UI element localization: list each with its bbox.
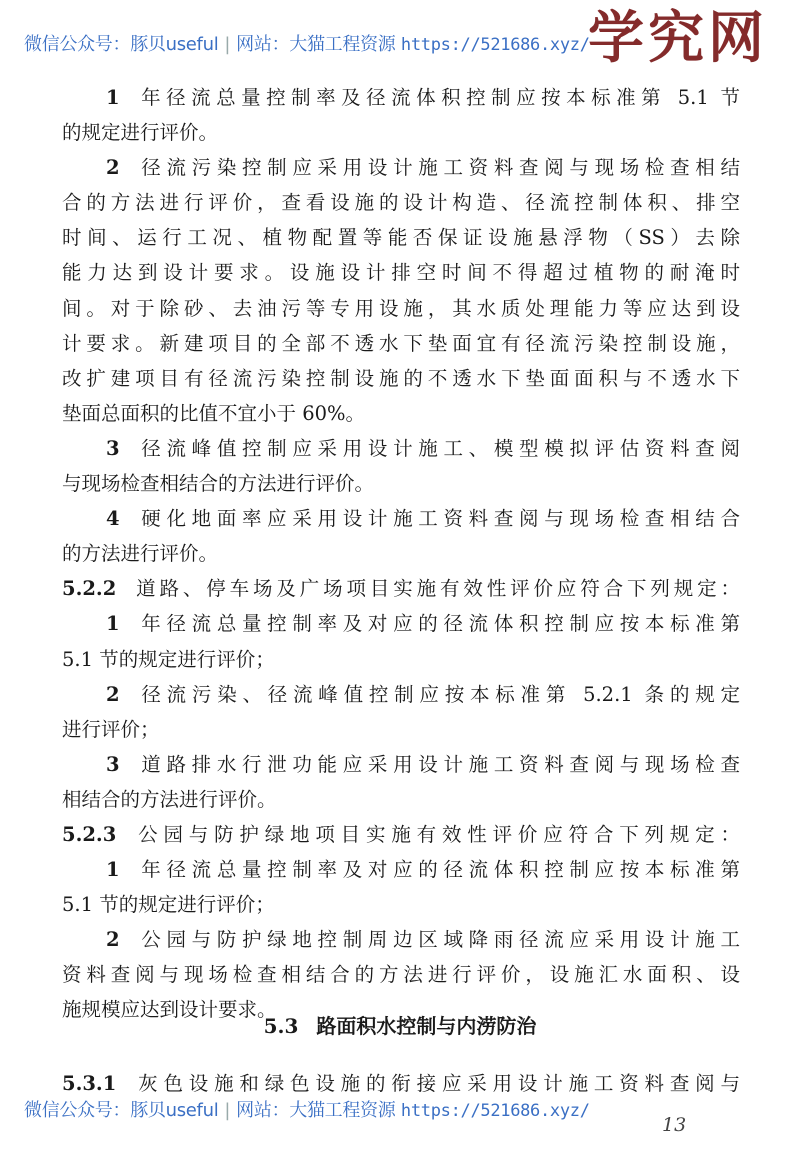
clause-number: 4 — [106, 507, 120, 531]
line-text: 相结合的方法进行评价。 — [62, 787, 277, 811]
line-text: 垫面总面积的比值不宜小于 60%。 — [62, 401, 366, 425]
page-number: 13 — [662, 1114, 687, 1136]
watermark-url[interactable]: https://521686.xyz/ — [400, 1101, 590, 1121]
text-line — [62, 80, 740, 115]
text-line — [62, 326, 740, 361]
text-line — [62, 712, 740, 747]
line-text: 资料查阅与现场检查相结合的方法进行评价，设施汇水面积、设 — [62, 963, 740, 987]
line-text: 年径流总量控制率及对应的径流体积控制应按本标准第 — [135, 612, 740, 636]
line-text: 改扩建项目有径流污染控制设施的不透水下垫面面积与不透水下 — [62, 366, 740, 390]
text-line — [62, 677, 740, 712]
text-line — [62, 606, 740, 641]
line-text: 计要求。新建项目的全部不透水下垫面宜有径流污染控制设施， — [62, 331, 740, 355]
line-text: 公园与防护绿地项目实施有效性评价应符合下列规定： — [132, 822, 740, 846]
watermark-site: 网站：大猫工程资源 — [236, 1100, 396, 1121]
line-text: 径流污染控制应采用设计施工资料查阅与现场检查相结 — [135, 156, 740, 180]
clause-number: 2 — [106, 682, 120, 706]
section-title: 路面积水控制与内涝防治 — [316, 1014, 537, 1038]
text-line — [62, 431, 740, 466]
text-line — [62, 291, 740, 326]
text-line — [62, 957, 740, 992]
clause-number: 2 — [106, 928, 120, 952]
site-logo: 学究网 — [588, 5, 768, 71]
line-text: 间。对于除砂、去油污等专用设施，其水质处理能力等应达到设 — [62, 296, 740, 320]
line-text: 时间、运行工况、植物配置等能否保证设施悬浮物（SS）去除 — [62, 226, 740, 250]
clause-number: 1 — [106, 858, 120, 882]
line-text: 进行评价； — [62, 717, 160, 741]
text-line — [62, 536, 740, 571]
text-line — [62, 887, 740, 922]
section-heading — [0, 1010, 800, 1039]
text-line — [62, 361, 740, 396]
watermark-header — [24, 30, 590, 56]
text-line — [62, 466, 740, 501]
text-line — [62, 150, 740, 185]
text-line — [62, 571, 740, 606]
line-text: 硬化地面率应采用设计施工资料查阅与现场检查相结合 — [135, 507, 740, 531]
line-text: 道路、停车场及广场项目实施有效性评价应符合下列规定： — [132, 577, 740, 601]
text-line — [62, 255, 740, 290]
line-text: 5.1 节的规定进行评价； — [62, 647, 275, 671]
text-line — [62, 642, 740, 677]
line-text: 施规模应达到设计要求。 — [62, 998, 277, 1022]
watermark-url[interactable]: https://521686.xyz/ — [400, 35, 590, 55]
line-text: 5.1 节的规定进行评价； — [62, 893, 275, 917]
text-line — [62, 852, 740, 887]
watermark-account: 微信公众号：豚贝useful — [24, 1100, 219, 1121]
line-text: 年径流总量控制率及对应的径流体积控制应按本标准第 — [135, 858, 740, 882]
clause-text: 灰色设施和绿色设施的衔接应采用设计施工资料查阅与 — [132, 1072, 740, 1095]
text-line — [62, 185, 740, 220]
watermark-separator: | — [224, 34, 231, 55]
text-line — [62, 501, 740, 536]
clause-number: 2 — [106, 156, 120, 180]
text-line — [62, 922, 740, 957]
clause-number: 5.2.3 — [62, 822, 117, 846]
clause-number: 3 — [106, 436, 120, 460]
text-line — [62, 817, 740, 852]
clause-number: 5.2.2 — [62, 577, 117, 601]
line-text: 的方法进行评价。 — [62, 542, 219, 566]
clause-number: 1 — [106, 86, 120, 109]
document-body — [62, 80, 740, 1028]
text-line — [62, 782, 740, 817]
text-line — [62, 747, 740, 782]
line-text: 年径流总量控制率及径流体积控制应按本标准第 5.1 节 — [135, 86, 740, 109]
section-number: 5.3 — [263, 1014, 299, 1038]
watermark-footer — [24, 1096, 590, 1122]
clause-line — [62, 1068, 740, 1096]
watermark-site: 网站：大猫工程资源 — [236, 34, 396, 55]
clause-number: 1 — [106, 612, 120, 636]
clause-number: 5.3.1 — [62, 1072, 117, 1095]
text-line — [62, 396, 740, 431]
text-line — [62, 220, 740, 255]
watermark-separator: | — [224, 1100, 231, 1121]
watermark-account: 微信公众号：豚贝useful — [24, 34, 219, 55]
line-text: 径流峰值控制应采用设计施工、模型模拟评估资料查阅 — [135, 436, 740, 460]
line-text: 合的方法进行评价，查看设施的设计构造、径流控制体积、排空 — [62, 191, 740, 215]
text-line — [62, 115, 740, 150]
line-text: 与现场检查相结合的方法进行评价。 — [62, 472, 375, 496]
line-text: 能力达到设计要求。设施设计排空时间不得超过植物的耐淹时 — [62, 261, 740, 285]
line-text: 公园与防护绿地控制周边区域降雨径流应采用设计施工 — [135, 928, 740, 952]
line-text: 径流污染、径流峰值控制应按本标准第 5.2.1 条的规定 — [135, 682, 740, 706]
clause-number: 3 — [106, 752, 120, 776]
line-text: 道路排水行泄功能应采用设计施工资料查阅与现场检查 — [135, 752, 740, 776]
line-text: 的规定进行评价。 — [62, 121, 219, 145]
